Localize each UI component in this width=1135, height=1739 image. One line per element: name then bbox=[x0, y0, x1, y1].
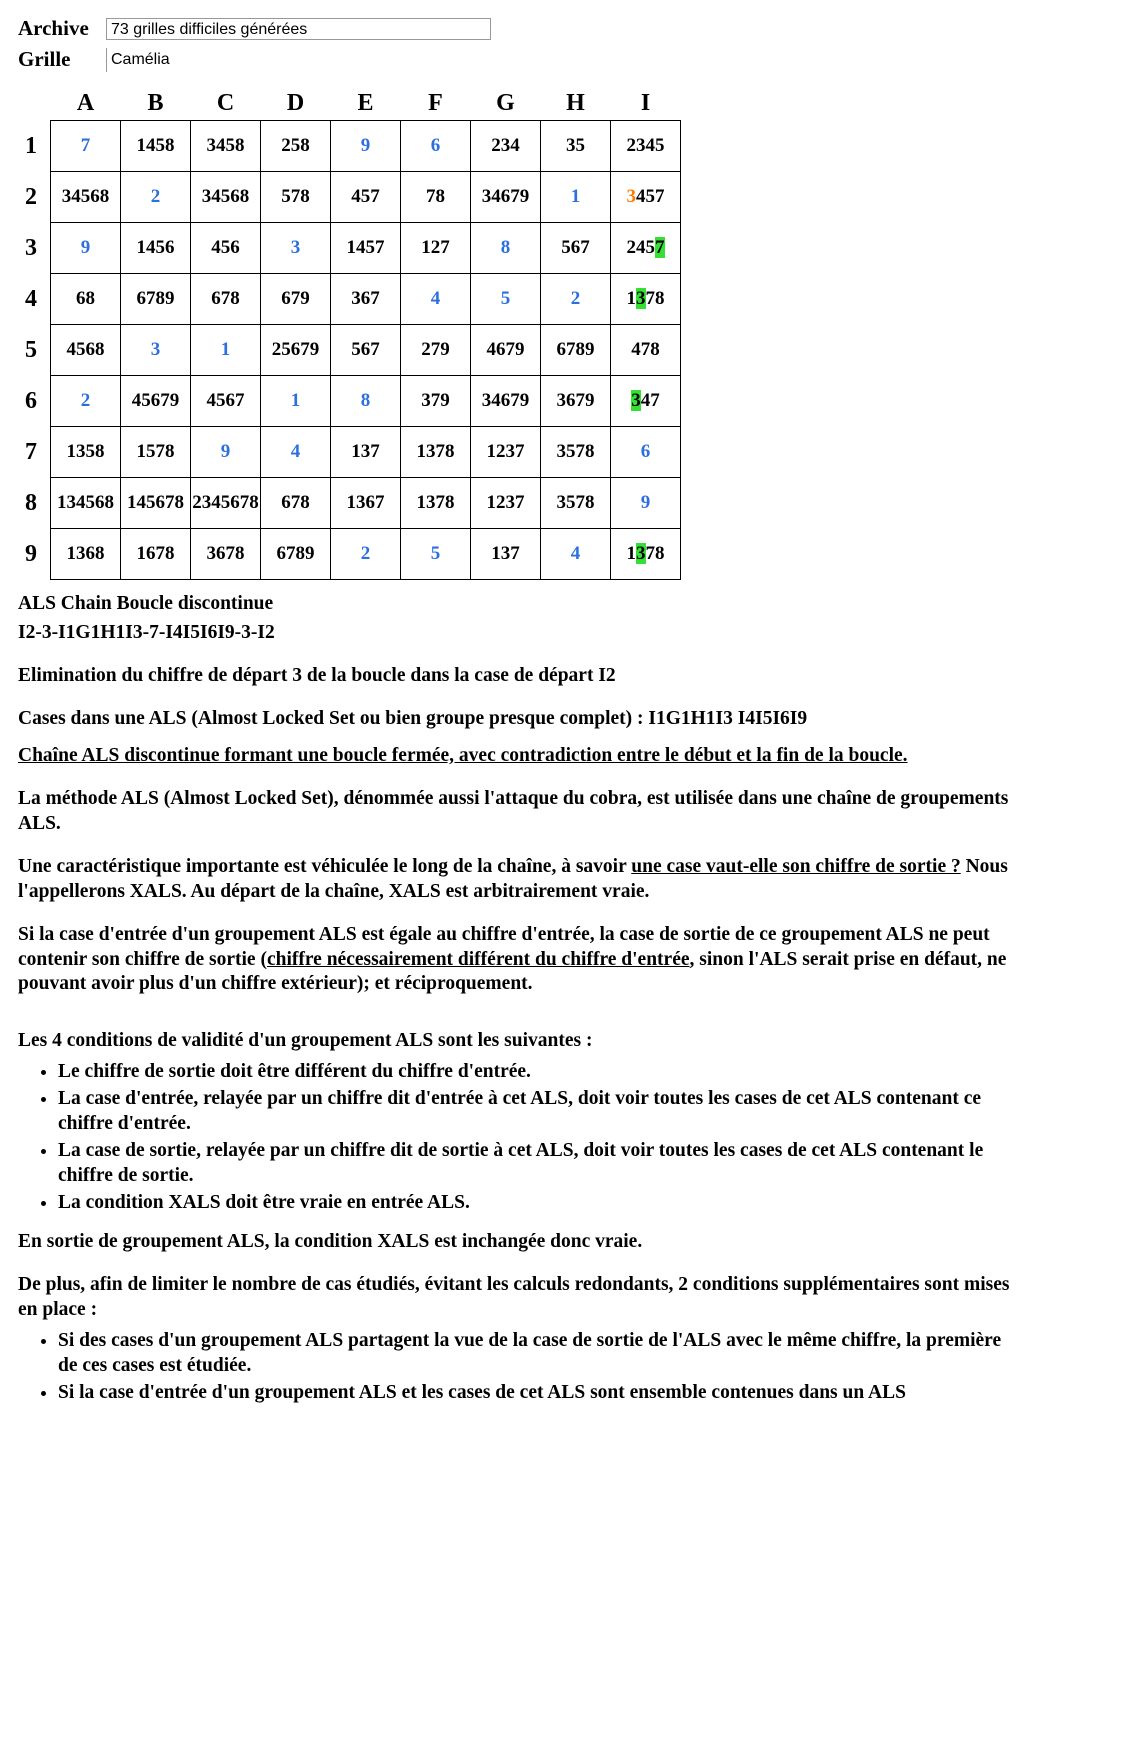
cell-E1[interactable]: 9 bbox=[331, 121, 401, 172]
cell-C4[interactable]: 678 bbox=[191, 274, 261, 325]
list-item: • Si la case d'entrée d'un groupement ALS et les cases de cet ALS sont ensemble contenues dans un ALS bbox=[58, 1381, 1018, 1406]
cell-C9[interactable]: 3678 bbox=[191, 529, 261, 580]
highlighted-digit: 3 bbox=[636, 288, 646, 309]
highlighted-digit: 3 bbox=[631, 390, 641, 411]
cell-A7[interactable]: 1358 bbox=[51, 427, 121, 478]
row-header-3: 3 bbox=[25, 234, 37, 261]
cell-I2[interactable]: 3457 bbox=[611, 172, 681, 223]
spacer bbox=[18, 841, 1018, 855]
sudoku-row bbox=[18, 427, 681, 478]
cell-D4[interactable]: 679 bbox=[261, 274, 331, 325]
highlighted-digit: 3 bbox=[626, 186, 636, 207]
paragraph-2-pre: Une caractéristique importante est véhiculée le long de la chaîne, à savoir bbox=[18, 855, 632, 877]
cell-I8[interactable]: 9 bbox=[611, 478, 681, 529]
cell-H5[interactable]: 6789 bbox=[541, 325, 611, 376]
extra-conditions-list bbox=[18, 1329, 1018, 1406]
list-item: • Le chiffre de sortie doit être différent du chiffre d'entrée. bbox=[58, 1060, 1018, 1085]
spacer bbox=[18, 693, 1018, 707]
column-header-a: A bbox=[76, 89, 95, 116]
spacer bbox=[18, 650, 1018, 664]
row-header-5: 5 bbox=[25, 336, 37, 363]
cell-F4[interactable]: 4 bbox=[401, 274, 471, 325]
cell-G7[interactable]: 1237 bbox=[471, 427, 541, 478]
cell-H4[interactable]: 2 bbox=[541, 274, 611, 325]
paragraph-2-post: Nous l'appellerons XALS. Au départ de la chaîne, XALS est arbitrairement vraie. bbox=[18, 855, 1008, 902]
cell-H7[interactable]: 3578 bbox=[541, 427, 611, 478]
column-header-c: C bbox=[216, 89, 235, 116]
sudoku-body bbox=[18, 121, 681, 580]
cell-B6[interactable]: 45679 bbox=[121, 376, 191, 427]
row-header-2: 2 bbox=[25, 183, 37, 210]
cell-G6[interactable]: 34679 bbox=[471, 376, 541, 427]
column-header-h: H bbox=[566, 89, 585, 116]
cell-G8[interactable]: 1237 bbox=[471, 478, 541, 529]
spacer bbox=[18, 1222, 1018, 1230]
cell-A9[interactable]: 1368 bbox=[51, 529, 121, 580]
sudoku-row bbox=[18, 274, 681, 325]
cell-B2[interactable]: 2 bbox=[121, 172, 191, 223]
list-item: • La case d'entrée, relayée par un chiffre dit d'entrée à cet ALS, doit voir toutes les cases de cet ALS contenant ce chiffre d'entrée. bbox=[58, 1087, 1018, 1137]
conditions-list bbox=[18, 1060, 1018, 1216]
cell-A3[interactable]: 9 bbox=[51, 223, 121, 274]
cell-B1[interactable]: 1458 bbox=[121, 121, 191, 172]
cell-E3[interactable]: 1457 bbox=[331, 223, 401, 274]
cell-A1[interactable]: 7 bbox=[51, 121, 121, 172]
cell-E5[interactable]: 567 bbox=[331, 325, 401, 376]
als-cases-text: Cases dans une ALS (Almost Locked Set ou bien groupe presque complet) : I1G1H1I3 I4I5I6I9 bbox=[18, 707, 808, 729]
cell-H2[interactable]: 1 bbox=[541, 172, 611, 223]
cell-F8[interactable]: 1378 bbox=[401, 478, 471, 529]
cell-G9[interactable]: 137 bbox=[471, 529, 541, 580]
column-header-e: E bbox=[357, 89, 374, 116]
cell-G4[interactable]: 5 bbox=[471, 274, 541, 325]
cell-B7[interactable]: 1578 bbox=[121, 427, 191, 478]
paragraph-3-underline: chiffre nécessairement différent du chiffre d'entrée bbox=[266, 948, 690, 970]
cell-F1[interactable]: 6 bbox=[401, 121, 471, 172]
paragraph-1: La méthode ALS (Almost Locked Set), dénommée aussi l'attaque du cobra, est utilisée dans une chaîne de groupements ALS. bbox=[18, 787, 1009, 834]
cell-D1[interactable]: 258 bbox=[261, 121, 331, 172]
archive-input[interactable]: 73 grilles difficiles générées bbox=[106, 18, 491, 40]
paragraph-2-underline: une case vaut-elle son chiffre de sortie ? bbox=[631, 855, 961, 877]
grille-label: Grille bbox=[18, 47, 71, 71]
cell-C3[interactable]: 456 bbox=[191, 223, 261, 274]
cell-E6[interactable]: 8 bbox=[331, 376, 401, 427]
spacer bbox=[18, 909, 1018, 923]
column-header-row bbox=[18, 86, 681, 121]
sudoku-row bbox=[18, 529, 681, 580]
row-header-1: 1 bbox=[25, 132, 37, 159]
cell-H8[interactable]: 3578 bbox=[541, 478, 611, 529]
column-header-b: B bbox=[147, 89, 164, 116]
sudoku-row bbox=[18, 172, 681, 223]
cell-A4[interactable]: 68 bbox=[51, 274, 121, 325]
cell-C8[interactable]: 2345678 bbox=[191, 478, 261, 529]
sudoku-row bbox=[18, 376, 681, 427]
column-header-f: F bbox=[428, 89, 443, 116]
cell-F2[interactable]: 78 bbox=[401, 172, 471, 223]
cell-C1[interactable]: 3458 bbox=[191, 121, 261, 172]
cell-G5[interactable]: 4679 bbox=[471, 325, 541, 376]
list-item: • Si des cases d'un groupement ALS partagent la vue de la case de sortie de l'ALS avec le même chiffre, la première de ces cases est étudiée. bbox=[58, 1329, 1018, 1379]
paragraph-2 bbox=[18, 855, 1018, 905]
row-header-9: 9 bbox=[25, 540, 37, 567]
cell-E9[interactable]: 2 bbox=[331, 529, 401, 580]
cell-B5[interactable]: 3 bbox=[121, 325, 191, 376]
explanation-title-line2: I2-3-I1G1H1I3-7-I4I5I6I9-3-I2 bbox=[18, 621, 275, 643]
cell-F6[interactable]: 379 bbox=[401, 376, 471, 427]
cell-I7[interactable]: 6 bbox=[611, 427, 681, 478]
sudoku-row bbox=[18, 478, 681, 529]
spacer bbox=[18, 1015, 1018, 1029]
cell-H9[interactable]: 4 bbox=[541, 529, 611, 580]
elimination-text: Elimination du chiffre de départ 3 de la boucle dans la case de départ I2 bbox=[18, 664, 616, 686]
cell-A6[interactable]: 2 bbox=[51, 376, 121, 427]
cell-B9[interactable]: 1678 bbox=[121, 529, 191, 580]
paragraph-3 bbox=[18, 923, 1018, 998]
sudoku-grid bbox=[18, 86, 681, 580]
cell-H3[interactable]: 567 bbox=[541, 223, 611, 274]
explanation-title-line1: ALS Chain Boucle discontinue bbox=[18, 593, 274, 614]
cell-D2[interactable]: 578 bbox=[261, 172, 331, 223]
cell-I5[interactable]: 478 bbox=[611, 325, 681, 376]
cell-E4[interactable]: 367 bbox=[331, 274, 401, 325]
cell-D3[interactable]: 3 bbox=[261, 223, 331, 274]
cell-A5[interactable]: 4568 bbox=[51, 325, 121, 376]
highlighted-digit: 7 bbox=[655, 237, 665, 258]
corner-cell bbox=[18, 86, 51, 121]
cell-E8[interactable]: 1367 bbox=[331, 478, 401, 529]
cell-D8[interactable]: 678 bbox=[261, 478, 331, 529]
cell-A8[interactable]: 134568 bbox=[51, 478, 121, 529]
archive-row bbox=[18, 16, 1135, 41]
highlighted-digit: 3 bbox=[636, 543, 646, 564]
cell-D7[interactable]: 4 bbox=[261, 427, 331, 478]
cell-D5[interactable]: 25679 bbox=[261, 325, 331, 376]
cell-G2[interactable]: 34679 bbox=[471, 172, 541, 223]
cell-C7[interactable]: 9 bbox=[191, 427, 261, 478]
row-header-8: 8 bbox=[25, 489, 37, 516]
archive-label: Archive bbox=[18, 16, 89, 40]
cell-G3[interactable]: 8 bbox=[471, 223, 541, 274]
cell-F9[interactable]: 5 bbox=[401, 529, 471, 580]
cell-F3[interactable]: 127 bbox=[401, 223, 471, 274]
conditions-intro: Les 4 conditions de validité d'un groupement ALS sont les suivantes : bbox=[18, 1030, 593, 1052]
cell-H1[interactable]: 35 bbox=[541, 121, 611, 172]
cell-D6[interactable]: 1 bbox=[261, 376, 331, 427]
list-item: • La case de sortie, relayée par un chiffre dit de sortie à cet ALS, doit voir toutes les cases de cet ALS contenant le chiffre de sortie. bbox=[58, 1139, 1018, 1189]
cell-I3[interactable]: 2457 bbox=[611, 223, 681, 274]
spacer bbox=[18, 736, 1018, 744]
spacer bbox=[18, 773, 1018, 787]
extra-intro: De plus, afin de limiter le nombre de cas étudiés, évitant les calculs redondants, 2 conditions supplémentaires sont mises en place : bbox=[18, 1274, 1010, 1321]
sudoku-row bbox=[18, 121, 681, 172]
cell-C6[interactable]: 4567 bbox=[191, 376, 261, 427]
cell-A2[interactable]: 34568 bbox=[51, 172, 121, 223]
cell-D9[interactable]: 6789 bbox=[261, 529, 331, 580]
sudoku-row bbox=[18, 325, 681, 376]
grille-row bbox=[18, 47, 1135, 72]
cell-I9[interactable]: 1378 bbox=[611, 529, 681, 580]
explanation-block bbox=[18, 592, 1018, 1406]
cell-E7[interactable]: 137 bbox=[331, 427, 401, 478]
column-header-d: D bbox=[286, 89, 305, 116]
cell-C2[interactable]: 34568 bbox=[191, 172, 261, 223]
cell-F5[interactable]: 279 bbox=[401, 325, 471, 376]
cell-B3[interactable]: 1456 bbox=[121, 223, 191, 274]
row-header-6: 6 bbox=[25, 387, 37, 414]
cell-C5[interactable]: 1 bbox=[191, 325, 261, 376]
spacer bbox=[18, 1001, 1018, 1015]
sudoku-row bbox=[18, 223, 681, 274]
sudoku-grid-container bbox=[18, 86, 1135, 580]
column-header-i: I bbox=[640, 89, 651, 116]
chain-note-text: Chaîne ALS discontinue formant une boucle fermée, avec contradiction entre le début et la fin de la boucle. bbox=[18, 744, 908, 766]
spacer bbox=[18, 1259, 1018, 1273]
row-header-4: 4 bbox=[25, 285, 37, 312]
column-header-g: G bbox=[496, 89, 515, 116]
cell-I6[interactable]: 347 bbox=[611, 376, 681, 427]
cell-G1[interactable]: 234 bbox=[471, 121, 541, 172]
cell-I4[interactable]: 1378 bbox=[611, 274, 681, 325]
list-item: • La condition XALS doit être vraie en entrée ALS. bbox=[58, 1191, 1018, 1216]
cell-H6[interactable]: 3679 bbox=[541, 376, 611, 427]
cell-F7[interactable]: 1378 bbox=[401, 427, 471, 478]
grille-input[interactable]: Camélia bbox=[106, 48, 491, 72]
cell-B8[interactable]: 145678 bbox=[121, 478, 191, 529]
row-header-7: 7 bbox=[25, 438, 37, 465]
cell-B4[interactable]: 6789 bbox=[121, 274, 191, 325]
paragraph-3-pre: Si la case d'entrée d'un groupement ALS est égale au chiffre d'entrée, la case de sortie de ce groupement ALS ne peut contenir son chiffre de sortie ( bbox=[18, 923, 990, 970]
exit-note: En sortie de groupement ALS, la condition XALS est inchangée donc vraie. bbox=[18, 1231, 643, 1253]
cell-E2[interactable]: 457 bbox=[331, 172, 401, 223]
paragraph-3-post: , sinon l'ALS serait prise en défaut, ne pouvant avoir plus d'un chiffre extérieur); et réciproquement. bbox=[18, 948, 1007, 995]
cell-I1[interactable]: 2345 bbox=[611, 121, 681, 172]
